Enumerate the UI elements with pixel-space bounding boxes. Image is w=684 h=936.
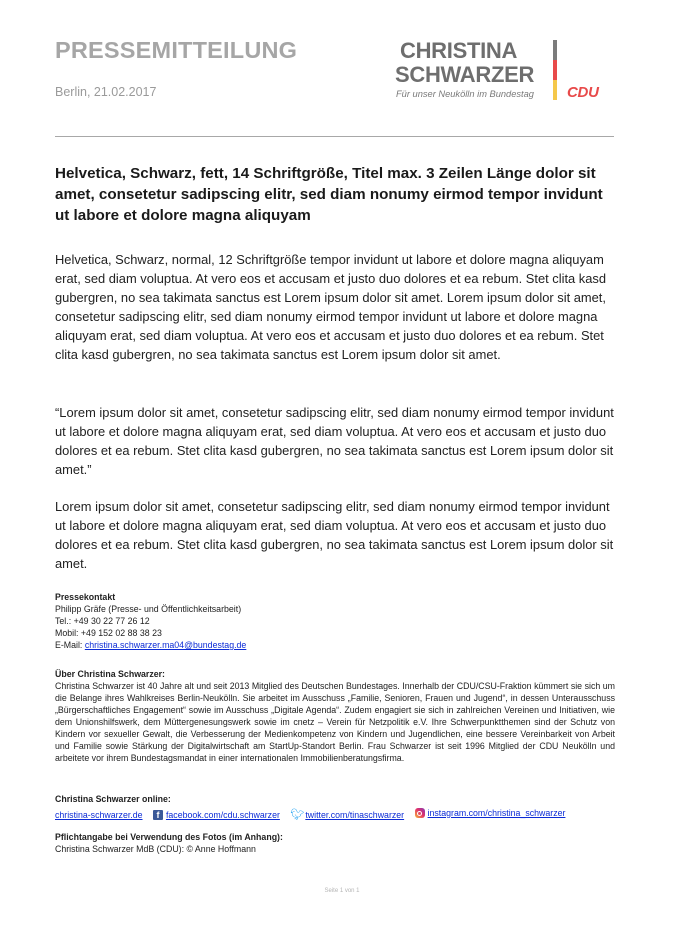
twitter-social xyxy=(290,809,404,821)
photo-credit-label: Pflichtangabe bei Verwendung des Fotos (im Anhang): xyxy=(55,832,283,842)
header-divider xyxy=(55,136,614,137)
christina-schwarzer-cdu-logo xyxy=(394,36,614,106)
instagram-icon xyxy=(415,808,425,818)
logo-tagline: Für unser Neukölln im Bundestag xyxy=(396,89,534,99)
twitter-icon: 🐦︎ xyxy=(290,809,305,821)
twitter-link[interactable]: twitter.com/tinaschwarzer xyxy=(305,810,405,820)
press-headline: Helvetica, Schwarz, fett, 14 Schriftgröße, Titel max. 3 Zeilen Länge dolor sit amet, consetetur sadipscing elitr, sed diam nonumy eirmod tempor invidunt ut labore et dolore magna aliquyam xyxy=(55,165,603,224)
online-block xyxy=(55,793,615,821)
about-text: Christina Schwarzer ist 40 Jahre alt und seit 2013 Mitglied des Deutschen Bundestages. Innerhalb der CDU/CSU-Fraktion kümmert sie sich um die Belange ihres Wahlkreises Berlin-Neukölln. Sie arbeitet im Ausschuss „Familie, Senioren, Frauen und Jugend“, in dessen Unterausschuss „Bürgerschaftliches Engagement“ sowie im Ausschuss „Digitale Agenda“. Zudem engagiert sie sich in zahlreichen Vereinen und Initiativen, wie dem Unionshilfswerk, dem Müttergenesungswerk sowie im cnetz – Verein für Netzpolitik e.V. Ihre Schwerpunktthemen sind der Schutz von Kindern vor sexueller Gewalt, die Verbesserung der Medienkompetenz von Kindern und Jugendlichen, eine bessere Vereinbarkeit von Arbeit und Familie sowie Stärkung der Digitalwirtschaft am StartUp-Standort Berlin. Frau Schwarzer ist seit 1996 Mitglied der CDU Neukölln und arbeitete vor ihrem Bundestagsmandat in einer internationalen Immobilienberatungsfirma. xyxy=(55,681,615,763)
flag-bar-black-segment xyxy=(553,40,557,60)
photo-credit-block xyxy=(55,831,615,855)
social-links-row xyxy=(55,807,615,821)
press-contact-label: Pressekontakt xyxy=(55,592,116,602)
logo-last-name: SCHWARZER xyxy=(395,62,535,87)
page-number-footer: Seite 1 von 1 xyxy=(324,888,360,894)
facebook-icon: f xyxy=(153,810,163,820)
contact-email-line xyxy=(55,639,615,651)
about-block xyxy=(55,668,615,764)
facebook-social xyxy=(153,809,280,821)
facebook-link[interactable]: facebook.com/cdu.schwarzer xyxy=(165,810,280,820)
document-date: Berlin, 21.02.2017 xyxy=(55,85,157,99)
quote-paragraph: “Lorem ipsum dolor sit amet, consetetur sadipscing elitr, sed diam nonumy eirmod tempor invidunt ut labore et dolore magna aliquyam erat, sed diam voluptua. At vero eos et accusam et justo duo dolores et ea rebum. Stet clita kasd gubergren, no sea takimata sanctus est Lorem ipsum dolor sit amet.” xyxy=(55,405,614,477)
flag-bar-red-segment xyxy=(553,60,557,80)
body-paragraph-3: Lorem ipsum dolor sit amet, consetetur sadipscing elitr, sed diam nonumy eirmod tempor invidunt ut labore et dolore magna aliquyam erat, sed diam voluptua. At vero eos et accusam et justo duo dolores et ea rebum. Stet clita kasd gubergren, no sea takimata sanctus est Lorem ipsum dolor sit amet. xyxy=(55,499,614,571)
photo-credit-text: Christina Schwarzer MdB (CDU): © Anne Hoffmann xyxy=(55,844,256,854)
about-label: Über Christina Schwarzer: xyxy=(55,669,165,679)
flag-bar-icon xyxy=(553,40,557,100)
contact-name: Philipp Gräfe (Presse- und Öffentlichkeitsarbeit) xyxy=(55,604,242,614)
contact-phone: Tel.: +49 30 22 77 26 12 xyxy=(55,616,150,626)
instagram-social xyxy=(415,807,566,819)
website-link[interactable]: christina-schwarzer.de xyxy=(55,810,143,820)
document-title: PRESSEMITTEILUNG xyxy=(55,37,298,63)
body-paragraph-1: Helvetica, Schwarz, normal, 12 Schriftgröße tempor invidunt ut labore et dolore magna aliquyam erat, sed diam voluptua. At vero eos et accusam et justo duo dolores et ea rebum. Stet clita kasd gubergren, no sea takimata sanctus est Lorem ipsum dolor sit amet. Lorem ipsum dolor sit amet, consetetur sadipscing elitr, sed diam nonumy eirmod tempor invidunt ut labore et dolore magna aliquyam erat, sed diam voluptua. At vero eos et accusam et justo duo dolores et ea rebum. Stet clita kasd gubergren, no sea takimata sanctus est Lorem ipsum dolor sit amet. xyxy=(55,252,607,362)
online-label: Christina Schwarzer online: xyxy=(55,794,171,804)
contact-email-link[interactable]: christina.schwarzer.ma04@bundestag.de xyxy=(84,640,247,650)
instagram-link[interactable]: instagram.com/christina_schwarzer xyxy=(427,808,566,818)
press-contact-block xyxy=(55,591,615,651)
logo-party-name: CDU xyxy=(567,84,599,101)
contact-email-label: E-Mail: xyxy=(55,640,85,650)
contact-mobile: Mobil: +49 152 02 88 38 23 xyxy=(55,628,162,638)
website-social xyxy=(55,809,143,821)
flag-bar-gold-segment xyxy=(553,80,557,100)
logo-first-name: CHRISTINA xyxy=(400,38,518,63)
